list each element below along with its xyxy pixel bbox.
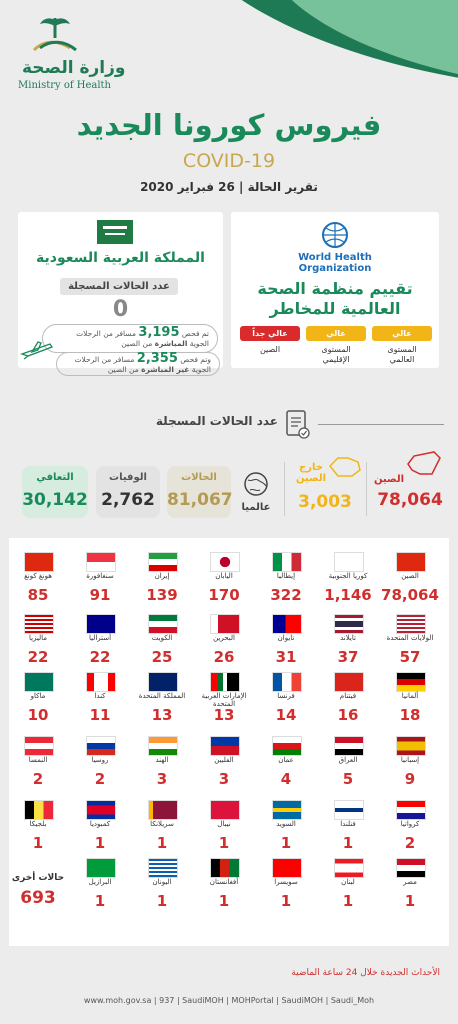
country-flag-icon xyxy=(396,858,426,878)
stat-divider-2 xyxy=(284,462,285,516)
country-flag-icon xyxy=(86,614,116,634)
country-cell xyxy=(380,800,440,856)
country-name: الهند xyxy=(155,756,169,764)
country-name: إسبانيا xyxy=(400,756,420,764)
country-name: ماكاو xyxy=(30,692,46,700)
country-name: إيران xyxy=(154,572,170,580)
country-flag-icon xyxy=(272,800,302,820)
country-value: 4 xyxy=(280,770,292,788)
outside-china-label: خارج الصين xyxy=(295,462,327,484)
country-cell xyxy=(380,614,440,670)
world-recovered-value: 30,142 xyxy=(22,490,88,510)
country-cell xyxy=(256,858,316,914)
country-cell xyxy=(256,800,316,856)
country-name: فيتنام xyxy=(339,692,357,700)
report-date: تقرير الحالة | 26 فبراير 2020 xyxy=(140,180,318,194)
country-name: فرنسا xyxy=(277,692,295,700)
country-flag-icon xyxy=(24,736,54,756)
country-value: 1 xyxy=(94,892,106,910)
china-value: 78,064 xyxy=(377,490,443,510)
country-cell xyxy=(318,614,378,670)
country-value: 1,146 xyxy=(324,586,372,604)
country-flag-icon xyxy=(396,672,426,692)
country-value: 1 xyxy=(156,834,168,852)
country-name: السويد xyxy=(276,820,296,828)
country-name: أستراليا xyxy=(88,634,112,642)
country-cell xyxy=(194,672,254,728)
country-name: روسيا xyxy=(91,756,109,764)
country-name: الولايات المتحدة xyxy=(386,634,434,642)
country-name: أفغانستان xyxy=(209,878,239,886)
country-value: 322 xyxy=(270,586,302,604)
country-name: ماليزيا xyxy=(28,634,48,642)
country-cell xyxy=(8,858,68,914)
risk-regional-label: المستوى الإقليمي xyxy=(321,345,351,364)
country-flag-icon xyxy=(334,736,364,756)
outside-china-map-icon xyxy=(326,452,364,480)
country-flag-icon xyxy=(334,800,364,820)
country-value: 1 xyxy=(280,892,292,910)
country-flag-icon xyxy=(24,672,54,692)
country-flag-icon xyxy=(272,552,302,572)
country-name: تايوان xyxy=(277,634,295,642)
ministry-name-ar: وزارة الصحة xyxy=(22,58,126,78)
country-flag-icon xyxy=(210,672,240,692)
saudi-title: المملكة العربية السعودية xyxy=(36,250,205,266)
country-cell xyxy=(194,858,254,914)
country-cell xyxy=(70,614,130,670)
country-cell xyxy=(8,672,68,728)
country-name: الإمارات العربية المتحدة xyxy=(201,692,247,708)
footer-links[interactable]: www.moh.gov.sa | 937 | SaudiMOH | MOHPortal | SaudiMOH | Saudi_Moh xyxy=(83,996,375,1005)
country-value: 57 xyxy=(399,648,421,666)
screening-indirect: وتم فحص 2,355 مسافر من الرحلات الجوية غير المباشرة من الصين xyxy=(56,352,220,376)
country-value: 1 xyxy=(342,892,354,910)
country-name: سويسرا xyxy=(274,878,298,886)
who-emblem-icon xyxy=(318,220,352,250)
country-cell xyxy=(256,614,316,670)
country-cell xyxy=(132,736,192,792)
country-name: البحرين xyxy=(213,634,235,642)
country-cell xyxy=(132,672,192,728)
country-value: 10 xyxy=(27,706,49,724)
country-name: عمان xyxy=(278,756,294,764)
country-cell xyxy=(132,800,192,856)
country-cell xyxy=(318,672,378,728)
country-flag-icon xyxy=(148,858,178,878)
country-name: تايلاند xyxy=(340,634,356,642)
moh-logo-icon xyxy=(28,14,82,58)
country-cell xyxy=(70,552,130,608)
country-cell xyxy=(380,552,440,608)
country-name: كرواتيا xyxy=(400,820,420,828)
who-name: World Health Organization xyxy=(298,252,372,274)
page-subtitle: COVID-19 xyxy=(182,150,276,172)
country-cell xyxy=(256,736,316,792)
who-assessment-title: تقييم منظمة الصحة العالمية للمخاطر xyxy=(257,279,413,318)
country-flag-icon xyxy=(86,800,116,820)
country-value: 3 xyxy=(156,770,168,788)
country-name: اليونان xyxy=(152,878,172,886)
country-flag-icon xyxy=(210,800,240,820)
country-value: 18 xyxy=(399,706,421,724)
country-cell xyxy=(194,614,254,670)
country-cell xyxy=(318,552,378,608)
country-flag-icon xyxy=(24,614,54,634)
country-cell xyxy=(318,736,378,792)
country-value: 1 xyxy=(218,892,230,910)
country-name: اليابان xyxy=(215,572,233,580)
country-value: 37 xyxy=(337,648,359,666)
country-value: 9 xyxy=(404,770,416,788)
country-value: 13 xyxy=(213,706,235,724)
country-value: 85 xyxy=(27,586,49,604)
country-cell xyxy=(194,736,254,792)
country-value: 13 xyxy=(151,706,173,724)
country-value: 2 xyxy=(404,834,416,852)
country-name: مصر xyxy=(403,878,417,886)
country-name: الصين xyxy=(401,572,419,580)
country-flag-icon xyxy=(148,736,178,756)
country-flag-icon xyxy=(86,672,116,692)
country-flag-icon xyxy=(272,858,302,878)
country-value: 5 xyxy=(342,770,354,788)
country-cell xyxy=(380,672,440,728)
country-flag-icon xyxy=(334,552,364,572)
country-value: 2 xyxy=(94,770,106,788)
country-value: 78,064 xyxy=(381,586,439,604)
country-cell xyxy=(8,552,68,608)
country-flag-icon xyxy=(210,736,240,756)
country-cell xyxy=(256,552,316,608)
country-flag-icon xyxy=(334,614,364,634)
country-cell xyxy=(8,800,68,856)
country-cell xyxy=(132,552,192,608)
country-flag-icon xyxy=(272,736,302,756)
country-value: 31 xyxy=(275,648,297,666)
world-deaths-value: 2,762 xyxy=(101,490,155,510)
country-value: 11 xyxy=(89,706,111,724)
country-cell xyxy=(70,858,130,914)
country-cell xyxy=(318,800,378,856)
china-label: الصين xyxy=(373,474,405,485)
country-name: هونغ كونغ xyxy=(24,572,52,580)
cases-section-title: عدد الحالات المسجلة xyxy=(155,414,278,428)
country-flag-icon xyxy=(396,800,426,820)
country-flag-icon xyxy=(334,858,364,878)
country-value: 25 xyxy=(151,648,173,666)
country-value: 1 xyxy=(156,892,168,910)
section-divider xyxy=(318,424,444,425)
country-name: البرازيل xyxy=(88,878,112,886)
risk-global-pill: عالي xyxy=(372,326,432,341)
country-flag-icon xyxy=(148,672,178,692)
risk-regional-pill: عالي xyxy=(306,326,366,341)
country-flag-icon xyxy=(396,552,426,572)
country-value: 1 xyxy=(32,834,44,852)
country-name: بلجيكا xyxy=(29,820,47,828)
country-name: الفلبين xyxy=(214,756,234,764)
country-name: كندا xyxy=(94,692,106,700)
country-cell xyxy=(194,552,254,608)
country-flag-icon xyxy=(396,614,426,634)
country-name: كوريا الجنوبية xyxy=(328,572,368,580)
country-cell xyxy=(70,672,130,728)
country-name: فنلندا xyxy=(340,820,356,828)
saudi-cases-value: 0 xyxy=(112,297,129,322)
country-cell xyxy=(194,800,254,856)
screening-direct: تم فحص 3,195 مسافر من الرحلات الجوية المباشرة من الصين xyxy=(42,324,218,353)
country-flag-icon xyxy=(86,858,116,878)
country-value: 139 xyxy=(146,586,178,604)
country-cell xyxy=(8,736,68,792)
country-flag-icon xyxy=(396,736,426,756)
footer-note: الأحداث الجديدة خلال 24 ساعة الماضية xyxy=(291,968,440,978)
country-flag-icon xyxy=(272,614,302,634)
country-flag-icon xyxy=(210,858,240,878)
risk-china-pill: عالي جداً xyxy=(240,326,300,341)
world-deaths-label: الوفيات xyxy=(109,472,147,483)
country-flag-icon xyxy=(148,552,178,572)
country-value: 1 xyxy=(218,834,230,852)
report-clipboard-icon xyxy=(284,408,310,440)
country-value: 1 xyxy=(280,834,292,852)
country-flag-icon xyxy=(210,614,240,634)
country-cell xyxy=(132,858,192,914)
country-cell xyxy=(318,858,378,914)
country-value: 16 xyxy=(337,706,359,724)
country-value: 3 xyxy=(218,770,230,788)
country-flag-icon xyxy=(24,552,54,572)
world-label: عالميا xyxy=(241,502,271,513)
country-cell xyxy=(132,614,192,670)
country-flag-icon xyxy=(24,800,54,820)
country-flag-icon xyxy=(210,552,240,572)
ministry-name-en: Ministry of Health xyxy=(18,80,111,91)
country-cell xyxy=(70,800,130,856)
globe-icon xyxy=(242,470,270,498)
country-name: نيبال xyxy=(217,820,231,828)
world-cases-value: 81,067 xyxy=(167,490,233,510)
country-name: النمسا xyxy=(28,756,48,764)
country-value: 2 xyxy=(32,770,44,788)
country-name: المملكة المتحدة xyxy=(138,692,186,700)
outside-china-value: 3,003 xyxy=(298,492,352,512)
country-flag-icon xyxy=(334,672,364,692)
country-value: 1 xyxy=(94,834,106,852)
country-cell xyxy=(380,858,440,914)
country-cell xyxy=(70,736,130,792)
country-value: 170 xyxy=(208,586,240,604)
risk-global-label: المستوى العالمي xyxy=(387,345,417,364)
saudi-cases-label: عدد الحالات المسجلة xyxy=(60,278,178,295)
page-title: فيروس كورونا الجديد xyxy=(76,108,382,142)
country-flag-icon xyxy=(86,736,116,756)
country-name: حالات أخرى xyxy=(11,873,65,883)
country-value: 22 xyxy=(89,648,111,666)
country-name: ألمانيا xyxy=(401,692,419,700)
country-value: 1 xyxy=(404,892,416,910)
country-flag-icon xyxy=(86,552,116,572)
country-name: سريلانكا xyxy=(150,820,174,828)
country-name: لبنان xyxy=(341,878,355,886)
country-flag-icon xyxy=(272,672,302,692)
country-flag-icon xyxy=(148,614,178,634)
airplane-icon xyxy=(20,340,54,360)
saudi-flag-icon xyxy=(97,220,133,244)
world-cases-label: الحالات xyxy=(181,472,217,483)
country-cell xyxy=(380,736,440,792)
risk-china-label: الصين xyxy=(259,345,281,354)
country-value: 22 xyxy=(27,648,49,666)
country-cell xyxy=(256,672,316,728)
country-value: 91 xyxy=(89,586,111,604)
country-flag-icon xyxy=(148,800,178,820)
country-cell xyxy=(8,614,68,670)
stat-divider xyxy=(366,462,367,516)
country-value: 14 xyxy=(275,706,297,724)
country-value: 693 xyxy=(20,888,56,908)
country-name: سنغافورة xyxy=(86,572,114,580)
country-name: كمبوديا xyxy=(89,820,111,828)
country-value: 1 xyxy=(342,834,354,852)
country-name: إيطاليا xyxy=(276,572,296,580)
country-value: 26 xyxy=(213,648,235,666)
country-name: الكويت xyxy=(151,634,173,642)
country-name: العراق xyxy=(338,756,358,764)
world-recovered-label: التعافي xyxy=(36,472,74,483)
